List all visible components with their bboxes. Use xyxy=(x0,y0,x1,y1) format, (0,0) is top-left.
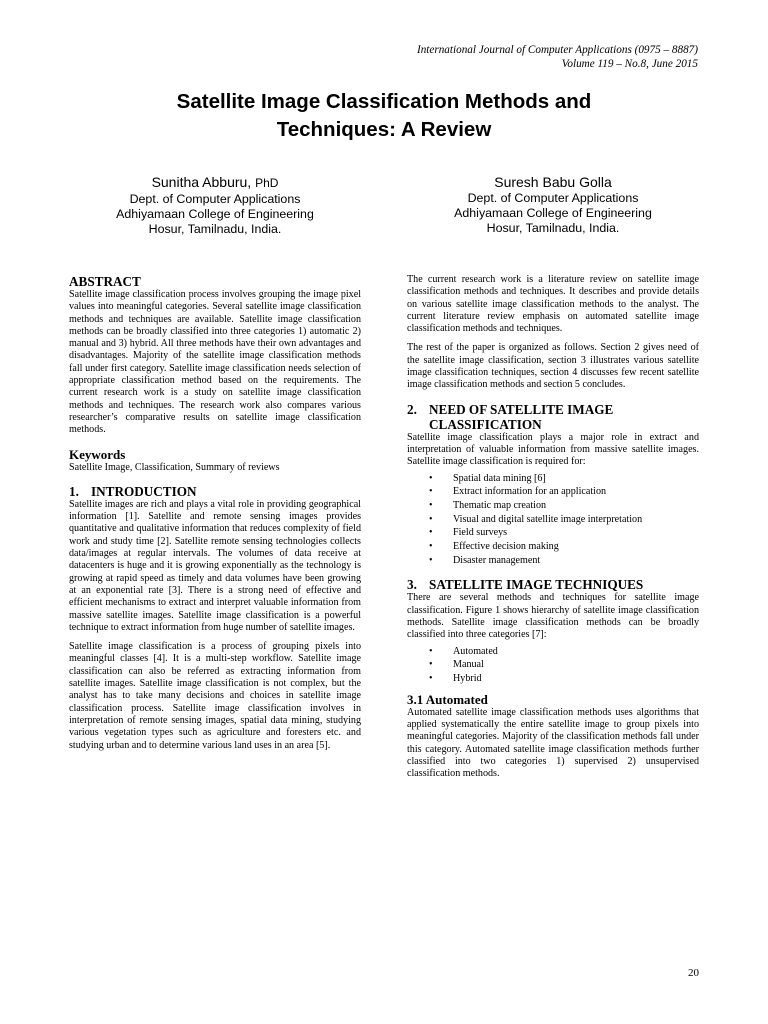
author-name-text: Sunitha Abburu, xyxy=(151,174,252,190)
list-item xyxy=(407,540,699,554)
list-item-text: Disaster management xyxy=(453,554,541,566)
techniques-heading xyxy=(407,577,699,592)
introduction-section xyxy=(69,484,361,752)
list-item-text: Effective decision making xyxy=(453,541,559,553)
bullet-icon: • xyxy=(429,673,433,685)
section-title: SATELLITE IMAGE TECHNIQUES xyxy=(429,577,644,593)
author-name-text: Suresh Babu Golla xyxy=(494,174,612,190)
list-item-text: Automated xyxy=(453,645,498,657)
left-column xyxy=(69,274,361,759)
list-item-text: Thematic map creation xyxy=(453,499,547,511)
automated-heading: 3.1 Automated xyxy=(407,691,488,707)
list-item xyxy=(407,526,699,540)
list-item xyxy=(407,499,699,513)
author-name xyxy=(65,174,365,192)
bullet-icon: • xyxy=(429,513,433,525)
section-number: 1. xyxy=(69,483,79,499)
abstract-text: Satellite image classification process involves grouping the image pixel values into meaningful categories. Several satellite image classification methods and techniques are available. Satellite image classification methods can be broadly classified into three categories 1) automatic 2) manual and 3) hybrid. All three methods have their own advantages and disadvantages. Majority of the satellite image classification methods fall under first category. Satellite image classification needs selection of appropriate classification method based on the requirements. The current research work is a study on satellite image classification methods and techniques. The research work also compares various researcher’s comparative results on satellite image classification methods. xyxy=(69,289,361,436)
need-heading xyxy=(407,402,699,432)
page-number: 20 xyxy=(688,967,699,979)
automated-text: Automated satellite image classification methods uses algorithms that applied systematically the entire satellite image to group pixels into meaningful categories. Majority of the classification methods fall under this category. Automated satellite image classification methods further classified into two categories 1) supervised 2) unsupervised classification methods. xyxy=(407,706,699,780)
author-dept: Dept. of Computer Applications xyxy=(467,191,639,205)
author-name xyxy=(403,174,703,191)
list-item xyxy=(407,513,699,527)
bullet-icon: • xyxy=(429,472,433,484)
author-college: Adhiyamaan College of Engineering xyxy=(116,207,314,221)
title-line-1: Satellite Image Classification Methods and xyxy=(176,90,592,113)
introduction-paragraph-1: Satellite images are rich and plays a vital role in providing geographical information [1]. Satellite and remote sensing images provides quantitative and qualitative information that reduces complexity of field work and study time [2]. Satellite remote sensing technologies collects data/images at regular intervals. The volumes of data receive at datacenters is huge and it is growing exponentially as the technology is growing at rapid speed as timely and data volumes have been growing at an exponential rate [3]. There is a strong need of effective and efficient mechanisms to extract and interpret valuable information from massive satellite images. Satellite image classification is a powerful technique to extract information from huge number of satellite images. xyxy=(69,498,361,633)
author-dept: Dept. of Computer Applications xyxy=(129,192,301,206)
bullet-icon: • xyxy=(429,486,433,498)
journal-name: International Journal of Computer Applications (0975 – 8887) xyxy=(416,44,698,56)
introduction-heading xyxy=(69,484,361,499)
keywords-heading: Keywords xyxy=(69,446,126,462)
author-location: Hosur, Tamilnadu, India. xyxy=(148,222,282,236)
list-item xyxy=(407,645,699,659)
list-item xyxy=(407,554,699,568)
bullet-icon: • xyxy=(429,527,433,539)
list-item-text: Extract information for an application xyxy=(453,486,607,498)
paper-title xyxy=(60,88,708,144)
keywords-text: Satellite Image, Classification, Summary of reviews xyxy=(69,461,280,473)
list-item-text: Hybrid xyxy=(453,673,482,685)
journal-volume: Volume 119 – No.8, June 2015 xyxy=(561,58,698,70)
author-block-2 xyxy=(403,174,703,236)
introduction-paragraph-2: Satellite image classification is a process of grouping pixels into meaningful classes [4]. It is a multi-step workflow. Satellite image classification can also be referred as extracting information from satellite images. Satellite image classification is not complex, but the analyst has to take many decisions and choices in satellite image classification process. Satellite image classification involves in interpretation of remote sensing images, spatial data mining, studying various vegetation types such as agriculture and foresters etc. and studying urban and to determine various land uses in an area [5]. xyxy=(69,641,361,751)
introduction-paragraph-4: The rest of the paper is organized as follows. Section 2 gives need of the satellite image classification, section 3 illustrates various satellite image classification techniques, section 4 discusses few recent satellite image classification methods and section 5 concludes. xyxy=(407,342,699,391)
journal-header xyxy=(417,43,698,71)
section-title: NEED OF SATELLITE IMAGE CLASSIFICATION xyxy=(429,401,614,432)
introduction-continued xyxy=(407,274,699,392)
section-number: 3. xyxy=(407,577,417,593)
bullet-icon: • xyxy=(429,554,433,566)
section-number: 2. xyxy=(407,401,417,417)
automated-section xyxy=(407,692,699,781)
list-item xyxy=(407,672,699,686)
keywords-section xyxy=(69,447,361,474)
bullet-icon: • xyxy=(429,499,433,511)
list-item-text: Manual xyxy=(453,659,484,671)
abstract-section xyxy=(69,274,361,437)
bullet-icon: • xyxy=(429,541,433,553)
title-line-2: Techniques: A Review xyxy=(276,118,492,141)
need-intro: Satellite image classification plays a major role in extract and interpretation of valuable information from massive satellite images. Satellite image classification is required for: xyxy=(407,431,699,468)
techniques-list xyxy=(407,645,699,686)
abstract-heading: ABSTRACT xyxy=(69,274,141,289)
introduction-paragraph-3: The current research work is a literature review on satellite image classification methods and techniques. It describes and provide details on various satellite image classification methods to the analyst. The current literature review emphasis on automated satellite image classification methods and techniques. xyxy=(407,274,699,335)
techniques-intro: There are several methods and techniques for satellite image classification. Figure 1 shows hierarchy of satellite image classification methods. Satellite image classification methods can be broadly classified into three categories [7]: xyxy=(407,592,699,641)
bullet-icon: • xyxy=(429,645,433,657)
need-list xyxy=(407,472,699,568)
section-title: INTRODUCTION xyxy=(91,483,197,499)
list-item-text: Visual and digital satellite image interpretation xyxy=(453,513,643,525)
list-item xyxy=(407,485,699,499)
author-location: Hosur, Tamilnadu, India. xyxy=(486,221,620,235)
right-column xyxy=(407,274,699,788)
bullet-icon: • xyxy=(429,659,433,671)
author-block-1 xyxy=(65,174,365,237)
need-section xyxy=(407,402,699,568)
author-degree: PhD xyxy=(255,176,279,190)
list-item xyxy=(407,658,699,672)
author-college: Adhiyamaan College of Engineering xyxy=(454,206,652,220)
techniques-section xyxy=(407,577,699,685)
list-item-text: Spatial data mining [6] xyxy=(453,472,546,484)
list-item xyxy=(407,472,699,486)
list-item-text: Field surveys xyxy=(453,527,508,539)
